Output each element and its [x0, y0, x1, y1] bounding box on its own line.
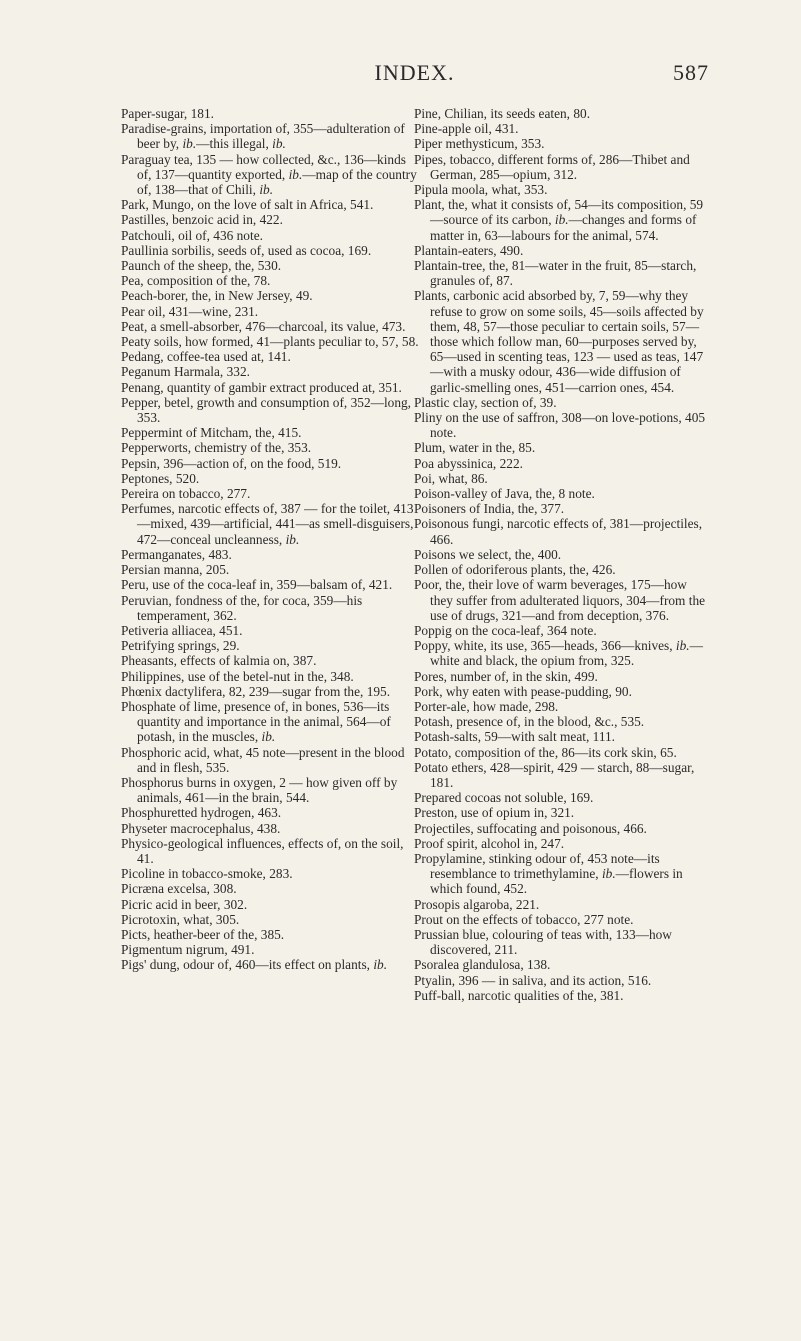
index-entry: Pea, composition of the, 78.: [121, 273, 271, 289]
index-entry: Pollen of odoriferous plants, the, 426.: [414, 562, 616, 578]
index-entry: Picric acid in beer, 302.: [121, 896, 248, 912]
index-entry: Pear oil, 431—wine, 231.: [121, 303, 259, 319]
index-column-left: [121, 106, 419, 973]
page-title: INDEX.: [374, 60, 455, 85]
index-entry: Patchouli, oil of, 436 note.: [121, 227, 263, 243]
index-entry: Phosphorus burns in oxygen, 2 — how given off by animals, 461—in the brain, 544.: [121, 774, 398, 806]
index-column-right: [414, 106, 712, 1003]
index-entry: Psoralea glandulosa, 138.: [414, 957, 551, 973]
index-entry: Plant, the, what it consists of, 54—its composition, 59—source of its carbon, ib.—changes and forms of matter in, 63—labours for the animal, 574.: [414, 197, 704, 243]
index-entry: Poisonous fungi, narcotic effects of, 381—projectiles, 466.: [414, 516, 703, 547]
index-entry: Plum, water in the, 85.: [414, 440, 536, 456]
index-entry: Picts, heather-beer of the, 385.: [121, 926, 285, 942]
index-entry: Plantain-eaters, 490.: [414, 242, 524, 258]
index-entry: Prosopis algaroba, 221.: [414, 896, 540, 912]
index-entry: Peat, a smell-absorber, 476—charcoal, its value, 473.: [121, 318, 406, 334]
index-entry: Pedang, coffee-tea used at, 141.: [121, 349, 291, 365]
index-entry: Pine-apple oil, 431.: [414, 121, 519, 137]
index-entry: Potato, composition of the, 86—its cork skin, 65.: [414, 744, 677, 760]
index-entry: Phosphoric acid, what, 45 note—present in the blood and in flesh, 535.: [121, 744, 405, 775]
index-entry: Propylamine, stinking odour of, 453 note—its resemblance to trimethylamine, ib.—flowers in which found, 452.: [414, 850, 683, 897]
index-entry: Proof spirit, alcohol in, 247.: [414, 835, 565, 851]
index-entry: Peaty soils, how formed, 41—plants peculiar to, 57, 58.: [121, 334, 419, 350]
index-entry: Pheasants, effects of kalmia on, 387.: [121, 653, 317, 669]
index-entry: Puff-ball, narcotic qualities of the, 381.: [414, 987, 624, 1003]
index-entry: Pigmentum nigrum, 491.: [121, 942, 255, 958]
index-entry: Potash, presence of, in the blood, &c., 535.: [414, 714, 645, 730]
index-entry: Picrotoxin, what, 305.: [121, 911, 240, 927]
index-entry: Poppig on the coca-leaf, 364 note.: [414, 622, 597, 638]
index-entry: Pepperworts, chemistry of the, 353.: [121, 440, 312, 456]
index-entry: Plants, carbonic acid absorbed by, 7, 59—why they refuse to grow on some soils, 45—soils affected by them, 48, 57—those peculiar to certain soils, 57—those which follow man, 60—purposes served by, 65—used in scenting teas, 123 — used as teas, 147—with a musky odour, 436—wide diffusion of garlic-smelling ones, 451—carrion ones, 454.: [414, 288, 704, 395]
page-number: 587: [673, 60, 709, 85]
index-entry: Peach-borer, the, in New Jersey, 49.: [121, 288, 313, 304]
index-entry: Pipes, tobacco, different forms of, 286—Thibet and German, 285—opium, 312.: [414, 151, 690, 182]
index-entry: Potash-salts, 59—with salt meat, 111.: [414, 729, 616, 745]
index-entry: Paunch of the sheep, the, 530.: [121, 258, 282, 274]
index-entry: Physeter macrocephalus, 438.: [121, 820, 281, 836]
index-entry: Pork, why eaten with pease-pudding, 90.: [414, 683, 632, 699]
index-entry: Piper methysticum, 353.: [414, 136, 545, 152]
index-entry: Prussian blue, colouring of teas with, 133—how discovered, 211.: [414, 926, 672, 958]
index-entry: Potato ethers, 428—spirit, 429 — starch, 88—sugar, 181.: [414, 759, 695, 790]
index-entry: Pigs' dung, odour of, 460—its effect on plants, ib.: [121, 957, 388, 973]
index-entry: Paullinia sorbilis, seeds of, used as cocoa, 169.: [121, 242, 372, 258]
index-entry: Poor, the, their love of warm beverages, 175—how they suffer from adulterated liquors, 304—from the use of drugs, 321—and from deception, 376.: [414, 577, 706, 623]
index-entry: Preston, use of opium in, 321.: [414, 805, 575, 821]
index-entry: Pliny on the use of saffron, 308—on love-potions, 405 note.: [414, 410, 706, 441]
index-entry: Philippines, use of the betel-nut in the, 348.: [121, 668, 354, 684]
index-entry: Ptyalin, 396 — in saliva, and its action, 516.: [414, 972, 652, 988]
index-entry: Prout on the effects of tobacco, 277 note.: [414, 911, 634, 927]
index-entry: Pepper, betel, growth and consumption of, 352—long, 353.: [121, 394, 412, 426]
index-entry: Poison-valley of Java, the, 8 note.: [414, 486, 595, 502]
index-entry: Phosphate of lime, presence of, in bones, 536—its quantity and importance in the animal, 564—of potash, in the muscles, ib.: [121, 698, 391, 745]
running-head: [120, 60, 709, 90]
index-entry: Picræna excelsa, 308.: [121, 881, 237, 897]
index-entry: Poppy, white, its use, 365—heads, 366—knives, ib.—white and black, the opium from, 325.: [414, 638, 703, 669]
index-entry: Petiveria alliacea, 451.: [121, 622, 243, 638]
index-entry: Poisoners of India, the, 377.: [414, 501, 565, 517]
index-entry: Persian manna, 205.: [121, 562, 230, 578]
index-entry: Penang, quantity of gambir extract produced at, 351.: [121, 379, 402, 395]
index-entry: Pereira on tobacco, 277.: [121, 486, 251, 502]
index-entry: Pepsin, 396—action of, on the food, 519.: [121, 455, 342, 471]
index-entry: Peptones, 520.: [121, 470, 200, 486]
index-entry: Peru, use of the coca-leaf in, 359—balsam of, 421.: [121, 577, 393, 593]
index-entry: Paraguay tea, 135 — how collected, &c., 136—kinds of, 137—quantity exported, ib.—map of the country of, 138—that of Chili, ib.: [121, 151, 417, 198]
index-entry: Plantain-tree, the, 81—water in the fruit, 85—starch, granules of, 87.: [414, 258, 697, 289]
index-entry: Poa abyssinica, 222.: [414, 455, 523, 471]
index-entry: Permanganates, 483.: [121, 546, 232, 562]
index-entry: Peganum Harmala, 332.: [121, 364, 250, 380]
index-entry: Porter-ale, how made, 298.: [414, 698, 559, 714]
index-entry: Peppermint of Mitcham, the, 415.: [121, 425, 302, 441]
index-entry: Phœnix dactylifera, 82, 239—sugar from the, 195.: [121, 683, 391, 699]
index-entry: Pine, Chilian, its seeds eaten, 80.: [414, 106, 591, 121]
index-entry: Prepared cocoas not soluble, 169.: [414, 790, 594, 806]
index-entry: Park, Mungo, on the love of salt in Africa, 541.: [121, 197, 374, 213]
index-entry: Paradise-grains, importation of, 355—adulteration of beer by, ib.—this illegal, ib.: [121, 121, 405, 152]
index-entry: Pastilles, benzoic acid in, 422.: [121, 212, 283, 228]
index-entry: Perfumes, narcotic effects of, 387 — for the toilet, 413—mixed, 439—artificial, 441—as smell-disguisers, 472—conceal uncleanness, ib.: [121, 501, 414, 547]
index-entry: Picoline in tobacco-smoke, 283.: [121, 866, 293, 882]
index-entry: Peruvian, fondness of the, for coca, 359—his temperament, 362.: [121, 592, 363, 623]
index-entry: Poi, what, 86.: [414, 470, 488, 486]
index-entry: Pores, number of, in the skin, 499.: [414, 668, 598, 684]
index-entry: Physico-geological influences, effects of, on the soil, 41.: [121, 835, 404, 866]
index-entry: Phosphuretted hydrogen, 463.: [121, 805, 282, 821]
index-entry: Pipula moola, what, 353.: [414, 182, 548, 198]
index-entry: Petrifying springs, 29.: [121, 638, 240, 654]
index-entry: Projectiles, suffocating and poisonous, 466.: [414, 820, 647, 836]
index-entry: Poisons we select, the, 400.: [414, 546, 562, 562]
index-entry: Plastic clay, section of, 39.: [414, 394, 557, 410]
index-entry: Paper-sugar, 181.: [121, 106, 214, 121]
